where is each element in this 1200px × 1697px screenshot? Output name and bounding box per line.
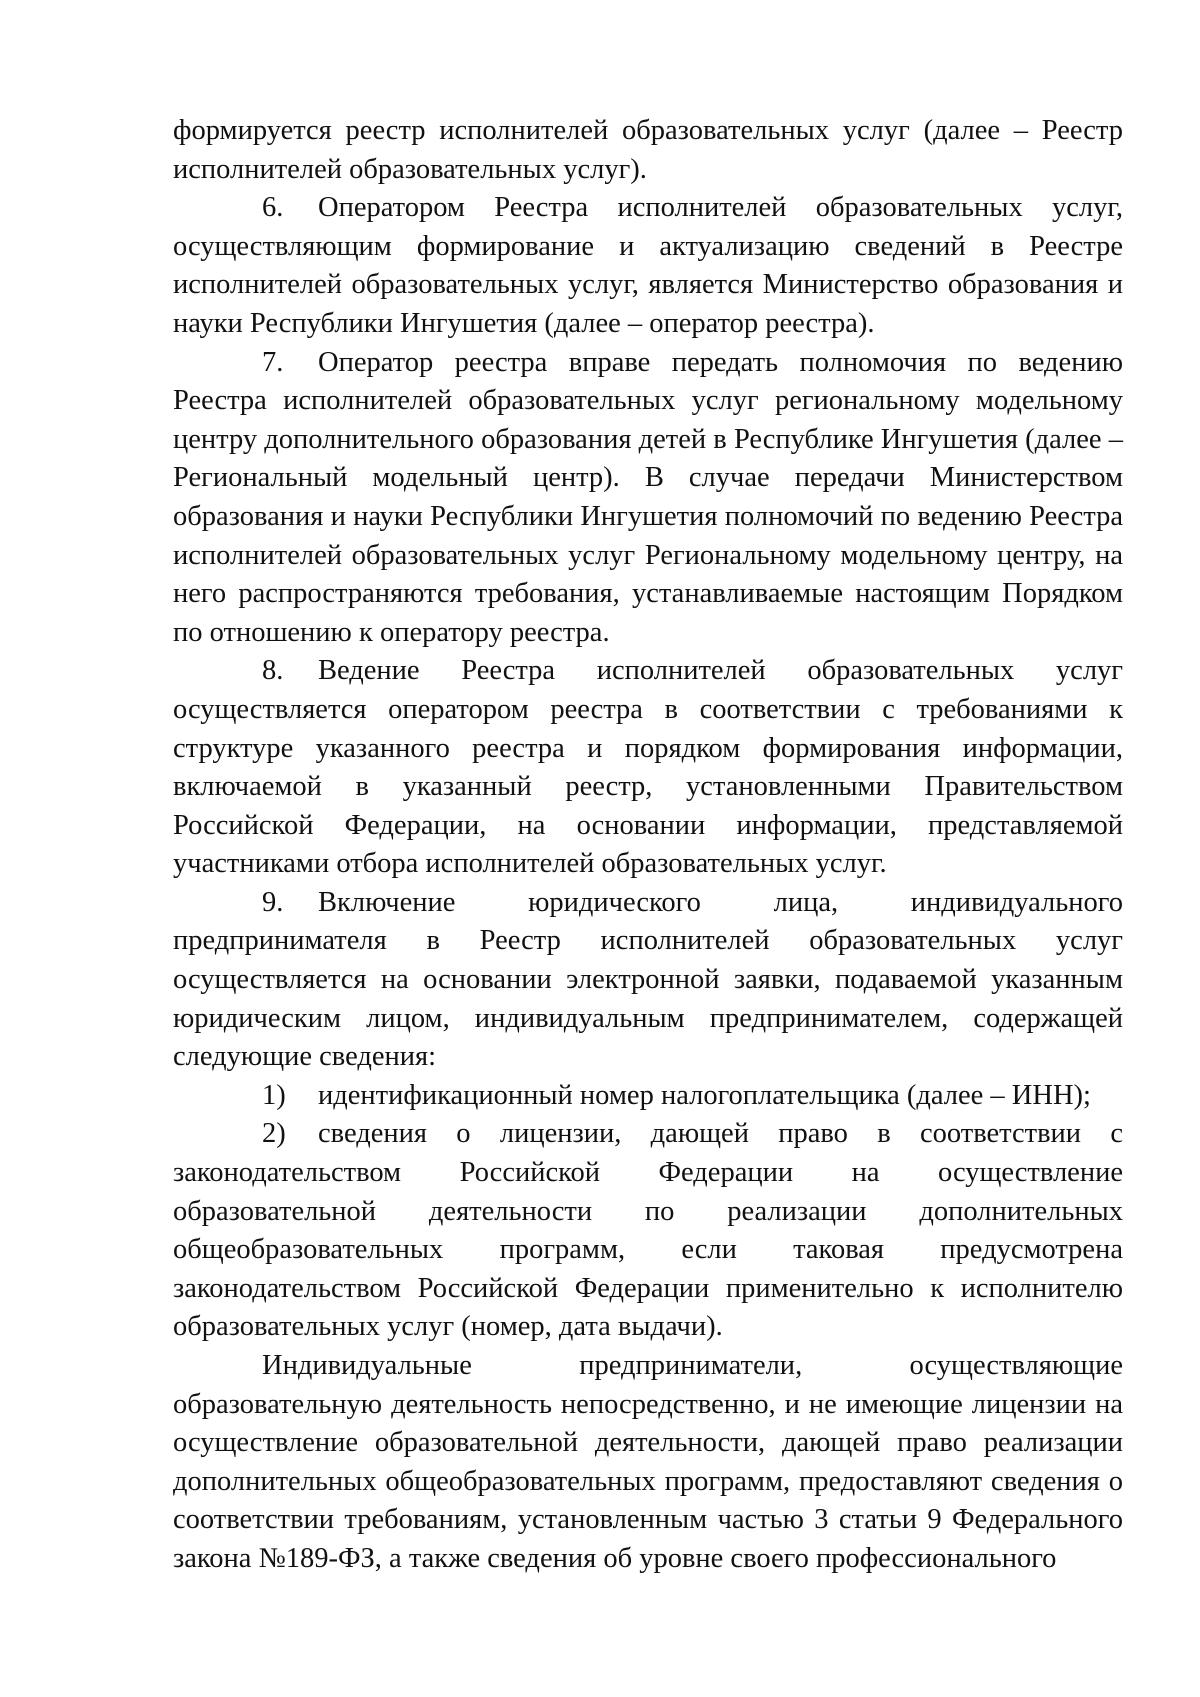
paragraph-text: Включение юридического лица, индивидуального предпринимателя в Реестр исполнителей образовательных услуг осуществляется на основании электронной заявки, подаваемой указанным юридическим лицом, индивидуальным предпринимателем, содержащей следующие сведения: <box>173 886 1123 1073</box>
list-item-number: 2) <box>262 1118 286 1150</box>
list-item-2 <box>173 1115 1123 1347</box>
list-item-1 <box>173 1077 1123 1116</box>
paragraph-9 <box>173 884 1123 1077</box>
paragraph-number: 8. <box>262 655 284 687</box>
list-item-number: 1) <box>262 1079 286 1111</box>
document-page <box>173 112 1123 1579</box>
paragraph-text: Оператором Реестра исполнителей образовательных услуг, осуществляющим формирование и актуализацию сведений в Реестре исполнителей образовательных услуг, является Министерство образования и науки Республики Ингушетия (далее – оператор реестра). <box>173 192 1123 339</box>
paragraph-8 <box>173 652 1123 884</box>
paragraph-individual-entrepreneurs <box>173 1347 1123 1579</box>
list-item-text: идентификационный номер налогоплательщика (далее – ИНН); <box>318 1079 1091 1111</box>
paragraph-7 <box>173 344 1123 653</box>
paragraph-number: 9. <box>262 886 284 918</box>
paragraph-text: Ведение Реестра исполнителей образовательных услуг осуществляется оператором реестра в соответствии с требованиями к структуре указанного реестра и порядком формирования информации, включаемой в указанный реестр, установленными Правительством Российской Федерации, на основании информации, представляемой участниками отбора исполнителей образовательных услуг. <box>173 655 1123 880</box>
paragraph-continuation <box>173 112 1123 189</box>
list-item-text: сведения о лицензии, дающей право в соответствии с законодательством Российской Федерации на осуществление образовательной деятельности по реализации дополнительных общеобразовательных программ, если таковая предусмотрена законодательством Российской Федерации применительно к исполнителю образовательных услуг (номер, дата выдачи). <box>173 1118 1123 1343</box>
paragraph-text: формируется реестр исполнителей образовательных услуг (далее – Реестр исполнителей образовательных услуг). <box>173 115 1123 185</box>
paragraph-number: 7. <box>262 346 284 378</box>
paragraph-text: Индивидуальные предприниматели, осуществляющие образовательную деятельность непосредственно, и не имеющие лицензии на осуществление образовательной деятельности, дающей право реализации дополнительных общеобразовательных программ, предоставляют сведения о соответствии требованиям, установленным частью 3 статьи 9 Федерального закона №189-ФЗ, а также сведения об уровне своего профессионального <box>173 1350 1123 1574</box>
paragraph-number: 6. <box>262 192 284 224</box>
paragraph-6 <box>173 189 1123 343</box>
paragraph-text: Оператор реестра вправе передать полномочия по ведению Реестра исполнителей образовательных услуг региональному модельному центру дополнительного образования детей в Республике Ингушетия (далее – Региональный модельный центр). В случае передачи Министерством образования и науки Республики Ингушетия полномочий по ведению Реестра исполнителей образовательных услуг Региональному модельному центру, на него распространяются требования, устанавливаемые настоящим Порядком по отношению к оператору реестра. <box>173 346 1123 648</box>
